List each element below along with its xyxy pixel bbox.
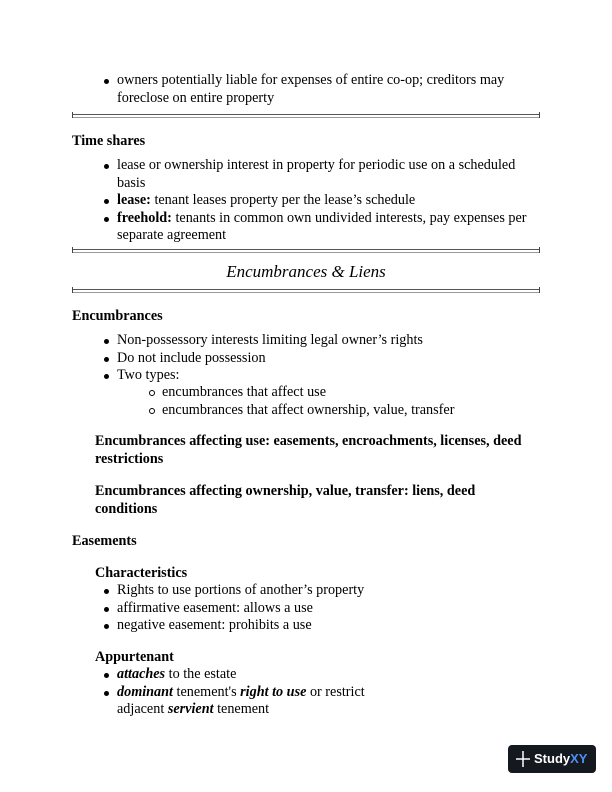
term-label: lease: xyxy=(117,192,151,208)
section-divider xyxy=(72,249,540,253)
list-item: lease or ownership interest in property for periodic use on a scheduled basis xyxy=(117,157,542,192)
encumbrances-use-heading: Encumbrances affecting use: easements, encroachments, licenses, deed restrictions xyxy=(95,433,522,467)
plus-icon xyxy=(515,750,531,768)
list-item: freehold: tenants in common own undivided interests, pay expenses per separate agreement xyxy=(117,210,542,245)
list-item: Non-possessory interests limiting legal owner’s rights xyxy=(117,332,542,350)
list-item: dominant tenement's right to use or restrict adjacent servient tenement xyxy=(117,684,542,719)
list-item: Do not include possession xyxy=(117,350,542,368)
timeshares-list xyxy=(117,157,542,245)
section-title: Encumbrances & Liens xyxy=(226,262,386,281)
easements-heading: Easements xyxy=(72,533,137,549)
list-item: encumbrances that affect ownership, value, transfer xyxy=(162,402,542,420)
list-item: Two types: xyxy=(117,367,542,385)
section-divider xyxy=(72,289,540,293)
emphasis: attaches xyxy=(117,666,166,682)
encumbrance-types-list xyxy=(162,384,542,419)
list-item: encumbrances that affect use xyxy=(162,384,542,402)
list-item: owners potentially liable for expenses of entire co-op; creditors may foreclose on entire property xyxy=(117,72,542,107)
emphasis: right to use xyxy=(240,683,307,700)
appurtenant-heading: Appurtenant xyxy=(95,649,174,665)
logo-text: StudyXY xyxy=(534,751,588,766)
characteristics-list xyxy=(117,582,542,635)
coop-list xyxy=(117,72,542,107)
characteristics-heading: Characteristics xyxy=(95,565,188,581)
appurtenant-list xyxy=(117,666,542,719)
list-item: affirmative easement: allows a use xyxy=(117,600,542,618)
list-item: negative easement: prohibits a use xyxy=(117,617,542,635)
encumbrances-ownership-heading: Encumbrances affecting ownership, value, transfer: liens, deed conditions xyxy=(95,483,476,517)
list-item: Rights to use portions of another’s property xyxy=(117,582,542,600)
list-item: attaches to the estate xyxy=(117,666,542,684)
encumbrances-heading: Encumbrances xyxy=(72,308,163,324)
emphasis: servient xyxy=(167,701,214,717)
list-item: lease: tenant leases property per the lease’s schedule xyxy=(117,192,542,210)
timeshares-heading: Time shares xyxy=(72,133,146,149)
term-label: freehold: xyxy=(117,209,172,226)
encumbrances-list xyxy=(117,332,542,385)
studyxy-logo xyxy=(508,745,596,773)
emphasis: dominant xyxy=(117,683,173,700)
section-divider xyxy=(72,114,540,118)
